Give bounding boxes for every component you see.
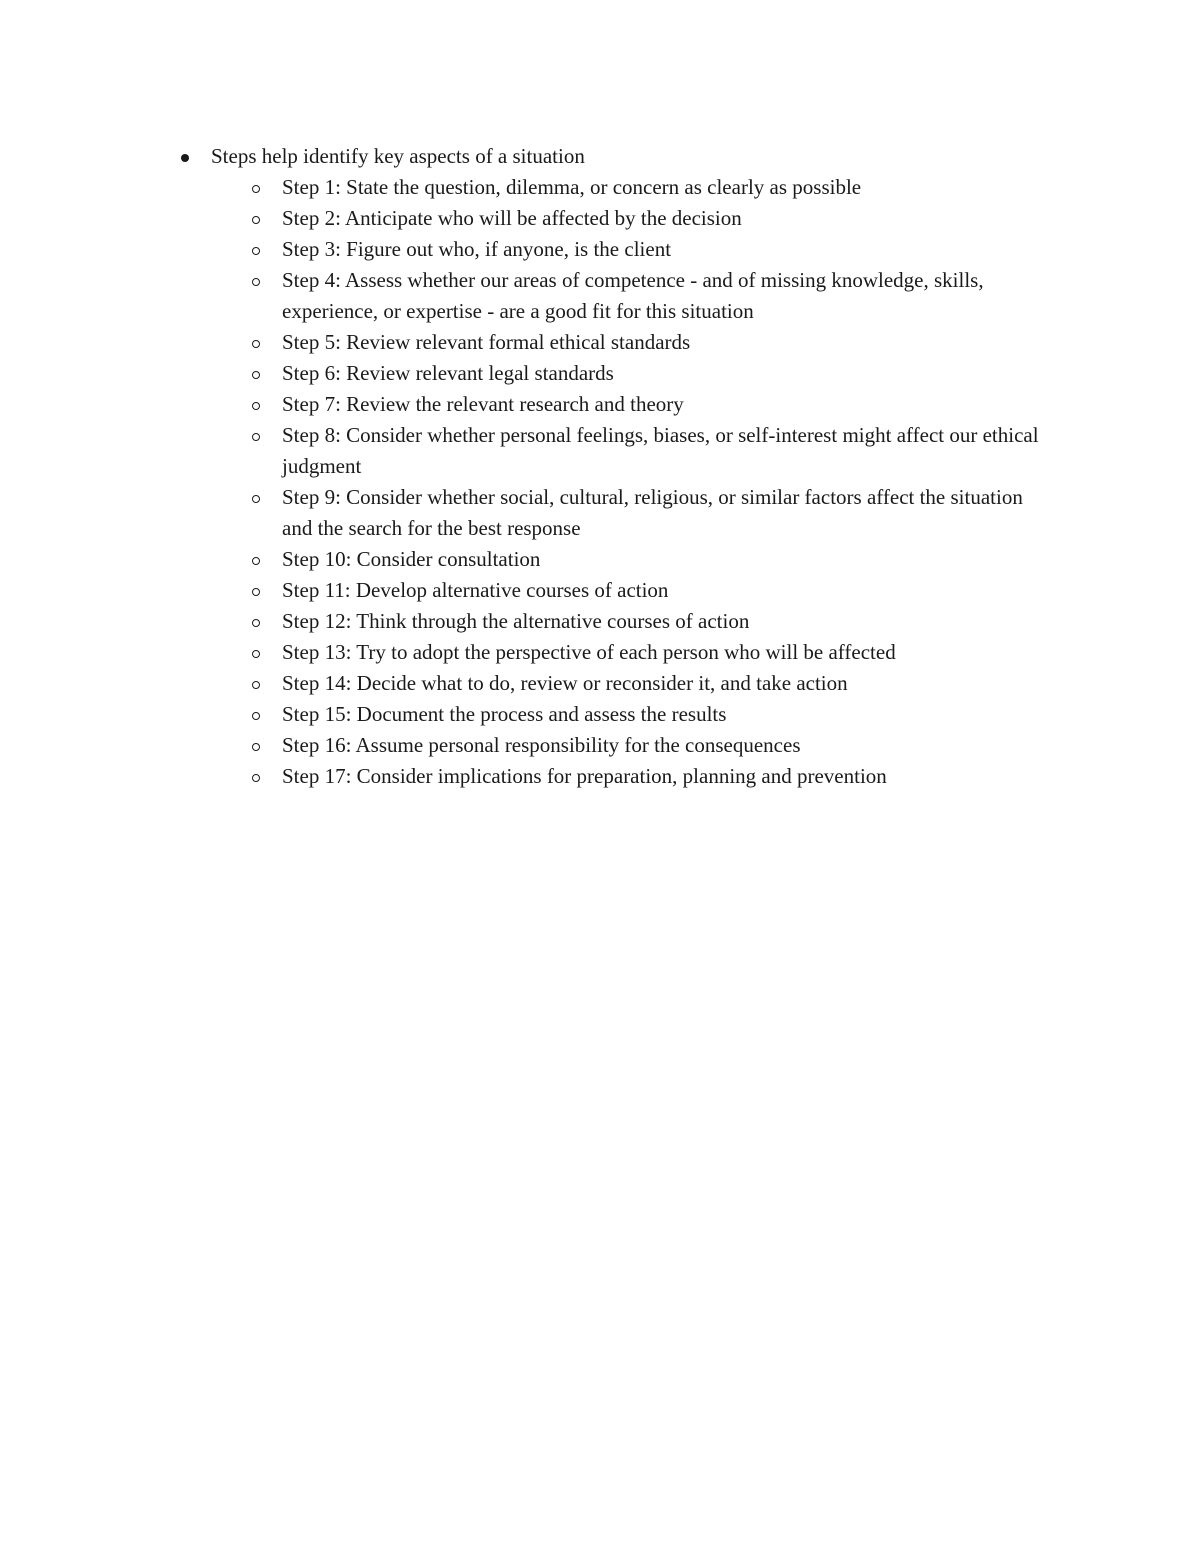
list-item xyxy=(282,172,1041,203)
step-text: Step 15: Document the process and assess the results xyxy=(282,702,727,726)
step-text: Step 11: Develop alternative courses of action xyxy=(282,578,669,602)
hollow-bullet-icon xyxy=(248,482,268,513)
step-text: Step 8: Consider whether personal feelings, biases, or self-interest might affect our ethical judgment xyxy=(282,423,1039,478)
main-bullet-item xyxy=(211,141,1041,172)
hollow-bullet-icon xyxy=(248,389,268,420)
list-item xyxy=(282,327,1041,358)
hollow-bullet-icon xyxy=(248,730,268,761)
hollow-bullet-icon xyxy=(248,544,268,575)
step-text: Step 7: Review the relevant research and theory xyxy=(282,392,684,416)
step-text: Step 2: Anticipate who will be affected by the decision xyxy=(282,206,742,230)
step-text: Step 6: Review relevant legal standards xyxy=(282,361,614,385)
hollow-bullet-icon xyxy=(248,668,268,699)
hollow-bullet-icon xyxy=(248,637,268,668)
steps-list xyxy=(211,172,1041,792)
list-item xyxy=(282,420,1041,482)
hollow-bullet-icon xyxy=(248,203,268,234)
list-item xyxy=(282,668,1041,699)
step-text: Step 14: Decide what to do, review or reconsider it, and take action xyxy=(282,671,848,695)
list-item xyxy=(282,637,1041,668)
list-item xyxy=(282,482,1041,544)
filled-bullet-icon xyxy=(177,141,197,172)
list-item xyxy=(282,761,1041,792)
list-item xyxy=(282,730,1041,761)
main-bullet-text: Steps help identify key aspects of a situation xyxy=(211,144,585,168)
list-item xyxy=(282,358,1041,389)
step-text: Step 16: Assume personal responsibility for the consequences xyxy=(282,733,801,757)
step-text: Step 9: Consider whether social, cultural, religious, or similar factors affect the situation and the search for the best response xyxy=(282,485,1023,540)
hollow-bullet-icon xyxy=(248,575,268,606)
list-item xyxy=(282,575,1041,606)
list-item xyxy=(282,203,1041,234)
step-text: Step 5: Review relevant formal ethical standards xyxy=(282,330,691,354)
hollow-bullet-icon xyxy=(248,606,268,637)
hollow-bullet-icon xyxy=(248,420,268,451)
hollow-bullet-icon xyxy=(248,699,268,730)
list-item xyxy=(282,389,1041,420)
step-text: Step 13: Try to adopt the perspective of each person who will be affected xyxy=(282,640,896,664)
step-text: Step 3: Figure out who, if anyone, is the client xyxy=(282,237,672,261)
document-body xyxy=(211,141,1041,792)
list-item xyxy=(282,606,1041,637)
hollow-bullet-icon xyxy=(248,327,268,358)
list-item xyxy=(282,234,1041,265)
list-item xyxy=(282,699,1041,730)
step-text: Step 10: Consider consultation xyxy=(282,547,541,571)
list-item xyxy=(282,265,1041,327)
hollow-bullet-icon xyxy=(248,761,268,792)
step-text: Step 12: Think through the alternative courses of action xyxy=(282,609,750,633)
hollow-bullet-icon xyxy=(248,265,268,296)
hollow-bullet-icon xyxy=(248,234,268,265)
step-text: Step 17: Consider implications for preparation, planning and prevention xyxy=(282,764,887,788)
hollow-bullet-icon xyxy=(248,172,268,203)
step-text: Step 1: State the question, dilemma, or concern as clearly as possible xyxy=(282,175,862,199)
step-text: Step 4: Assess whether our areas of competence - and of missing knowledge, skills, experience, or expertise - are a good fit for this situation xyxy=(282,268,984,323)
hollow-bullet-icon xyxy=(248,358,268,389)
list-item xyxy=(282,544,1041,575)
